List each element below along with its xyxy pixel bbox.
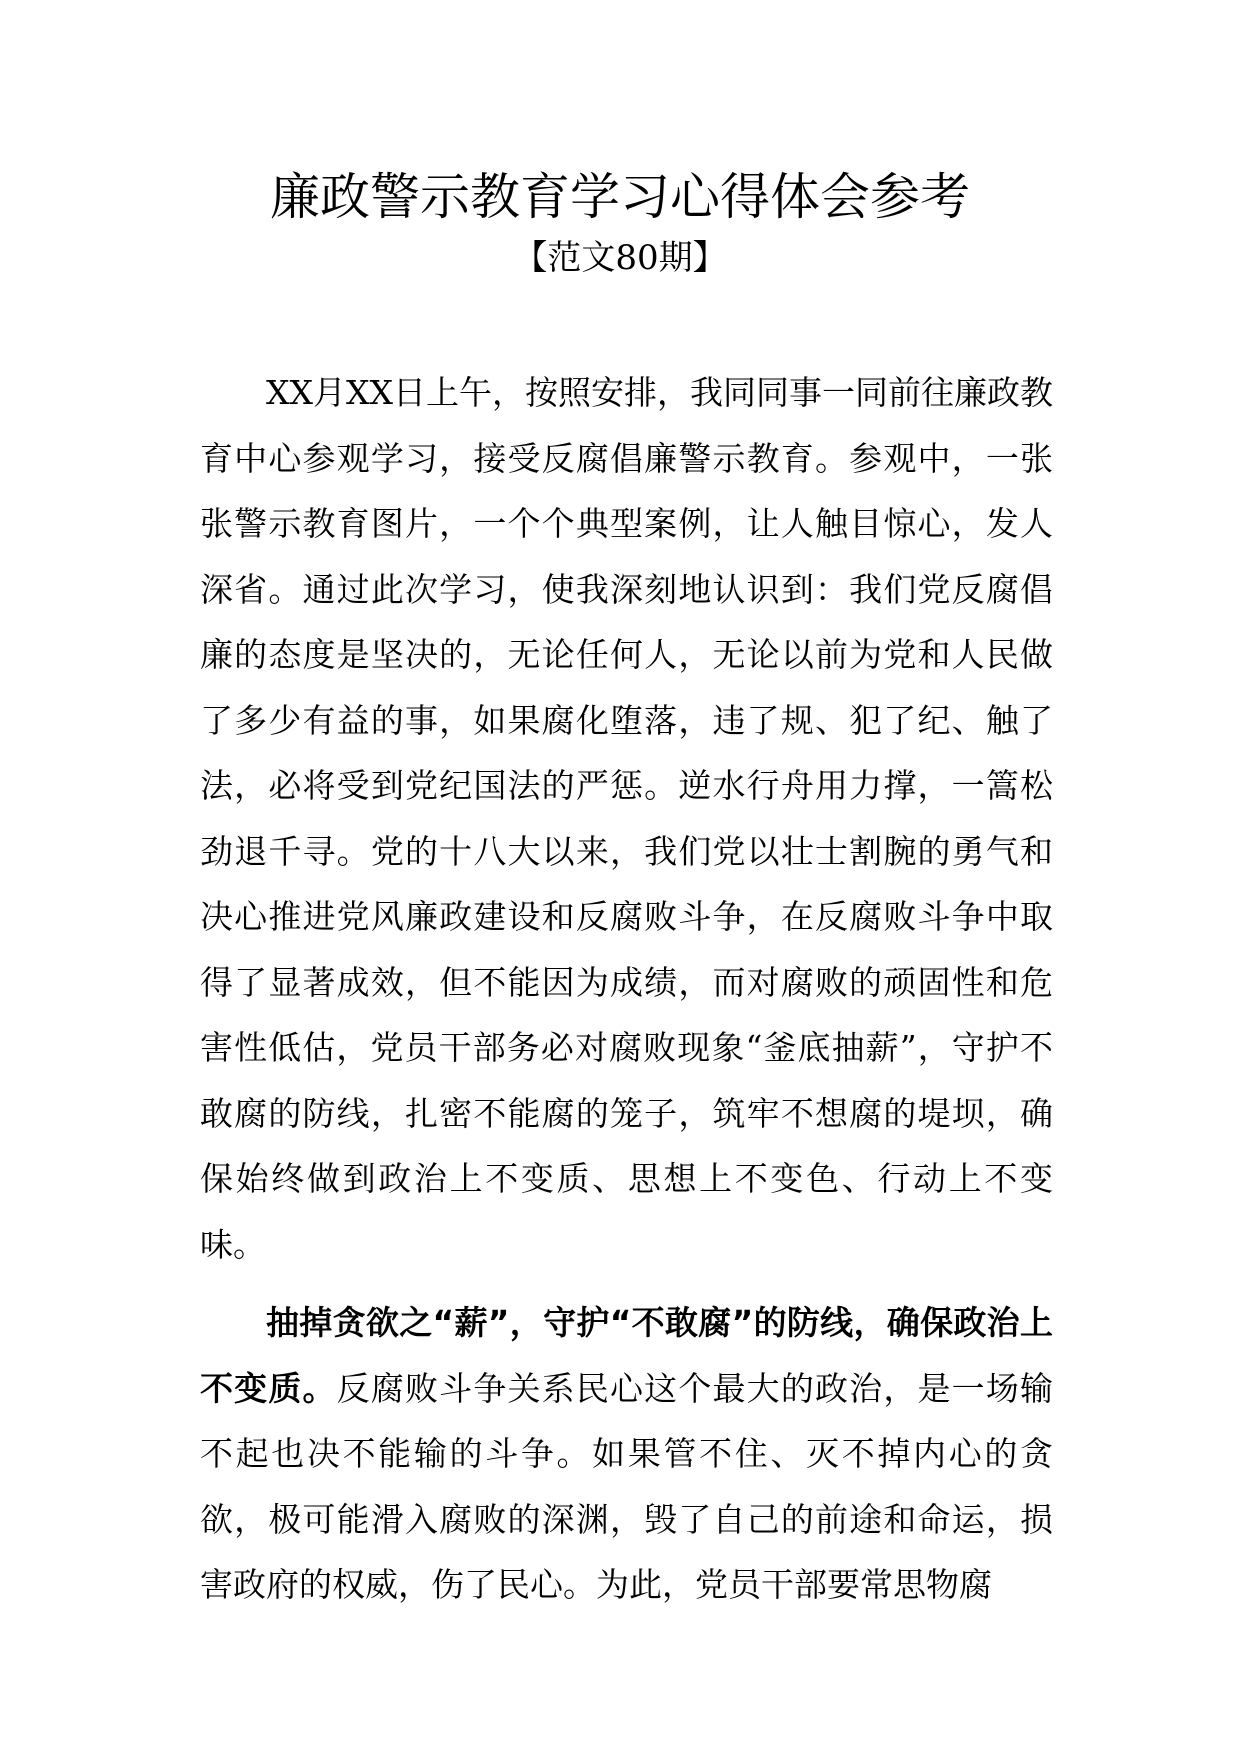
paragraph-2-lead: 抽掉贪欲之“薪”，守护“不敢腐”的防线，确保政治上不变质。: [200, 1303, 1053, 1408]
paragraph-1-text: XX月XX日上午，按照安排，我同同事一同前往廉政教育中心参观学习，接受反腐倡廉警示教育。参观中，一张张警示教育图片，一个个典型案例，让人触目惊心，发人深省。通过此次学习，使我深刻地认识到：我们党反腐倡廉的态度是坚决的，无论任何人，无论以前为党和人民做了多少有益的事，如果腐化堕落，违了规、犯了纪、触了法，必将受到党纪国法的严惩。逆水行舟用力撑，一篙松劲退千寻。党的十八大以来，我们党以壮士割腕的勇气和决心推进党风廉政建设和反腐败斗争，在反腐败斗争中取得了显著成效，但不能因为成绩，而对腐败的顽固性和危害性低估，党员干部务必对腐败现象“釜底抽薪”，守护不敢腐的防线，扎密不能腐的笼子，筑牢不想腐的堤坝，确保始终做到政治上不变质、思想上不变色、行动上不变味。: [200, 373, 1053, 1264]
document-body: [200, 360, 1053, 1631]
paragraph-2: [200, 1290, 1053, 1618]
paragraph-1: [200, 360, 1053, 1277]
document-subtitle: 【范文80期】: [513, 238, 727, 278]
paragraph-2-text: 反腐败斗争关系民心这个最大的政治，是一场输不起也决不能输的斗争。如果管不住、灭不掉内心的贪欲，极可能滑入腐败的深渊，毁了自己的前途和命运，损害政府的权威，伤了民心。为此，党员干部要常思物腐: [200, 1368, 1054, 1604]
document-title: 廉政警示教育学习心得体会参考: [270, 168, 970, 226]
